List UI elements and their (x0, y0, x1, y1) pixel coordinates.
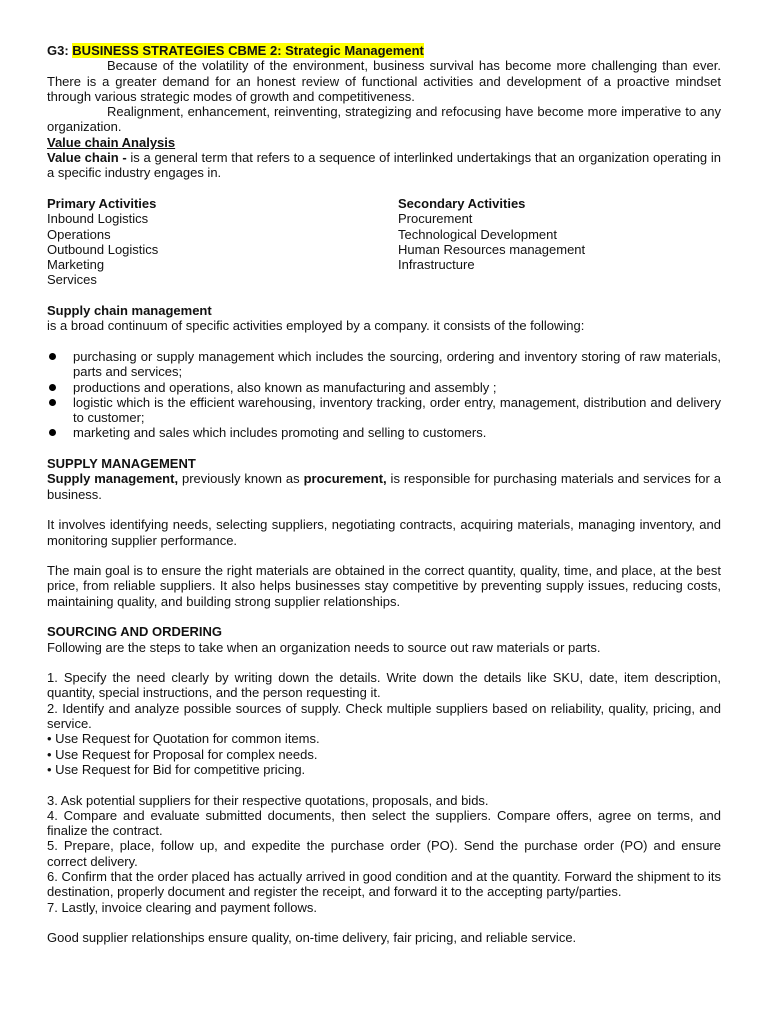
intro-paragraph-2: Realignment, enhancement, reinventing, strategizing and refocusing have become more imperative to any organization. (47, 104, 721, 135)
bullet-icon (49, 353, 56, 360)
sourcing-sub-item-rfp: • Use Request for Proposal for complex needs. (47, 746, 318, 762)
sourcing-sub-item-rfb: • Use Request for Bid for competitive pricing. (47, 761, 306, 777)
closing-paragraph: Good supplier relationships ensure quality, on-time delivery, fair pricing, and reliable service. (47, 930, 577, 946)
sourcing-step-5: 5. Prepare, place, follow up, and expedite the purchase order (PO). Send the purchase order (PO) and ensure correct delivery. (47, 838, 721, 869)
primary-activity-item: Services (47, 272, 97, 288)
primary-activities-title: Primary Activities (47, 195, 157, 211)
supply-chain-intro: is a broad continuum of specific activities employed by a company. it consists of the following: (47, 318, 585, 334)
secondary-activities-title: Secondary Activities (398, 195, 526, 211)
sourcing-heading: SOURCING AND ORDERING (47, 624, 223, 640)
primary-activity-item: Outbound Logistics (47, 241, 159, 257)
supply-management-paragraph-3: The main goal is to ensure the right materials are obtained in the correct quantity, quality, time, and place, at the best price, from reliable suppliers. It also helps businesses stay competitive by preventing supply issues, reducing costs, maintaining quality, and building strong supplier relationships. (47, 563, 721, 609)
primary-activity-item: Marketing (47, 257, 105, 273)
supply-chain-list (47, 349, 721, 441)
secondary-activity-item: Infrastructure (398, 257, 475, 273)
supply-management-paragraph-1: Supply management, previously known as procurement, is responsible for purchasing materials and services for a business. (47, 471, 722, 502)
bullet-icon (49, 429, 56, 436)
document-title (47, 43, 721, 58)
sourcing-step-3: 3. Ask potential suppliers for their respective quotations, proposals, and bids. (47, 792, 489, 808)
intro-paragraph-1: Because of the volatility of the environment, business survival has become more challenging than ever. There is a greater demand for an honest review of functional activities and development of a proactive mindset through various strategic modes of growth and competitiveness. (47, 58, 721, 104)
list-item: logistic which is the efficient warehousing, inventory tracking, order entry, management, distribution and delivery to customer; (47, 395, 721, 426)
value-chain-term: Value chain - (47, 150, 127, 166)
sourcing-step-2: 2. Identify and analyze possible sources of supply. Check multiple suppliers based on reliability, quality, pricing, and service. (47, 700, 721, 732)
sourcing-step-4: 4. Compare and evaluate submitted documents, then select the suppliers. Compare offers, agree on terms, and finalize the contract. (47, 807, 721, 839)
sourcing-step-6: 6. Confirm that the order placed has actually arrived in good condition and at the quantity. Forward the shipment to its destination, properly document and register the receipt, and forward it to the accepting party/parties. (47, 869, 721, 900)
sourcing-sub-item-rfq: • Use Request for Quotation for common items. (47, 731, 320, 747)
supply-management-heading: SUPPLY MANAGEMENT (47, 456, 196, 472)
secondary-activity-item: Technological Development (398, 226, 557, 242)
sourcing-step-1: 1. Specify the need clearly by writing down the details. Write down the details like SKU, date, item description, quantity, special instructions, and the person requesting it. (47, 670, 721, 701)
title-prefix: G3: (47, 43, 73, 58)
value-chain-definition-text: is a general term that refers to a sequence of interlinked undertakings that an organization operating in a specific industry engages in. (47, 150, 721, 181)
bullet-icon (49, 384, 56, 391)
list-item: marketing and sales which includes promoting and selling to customers. (47, 425, 721, 440)
document-page (47, 43, 721, 946)
primary-activity-item: Operations (47, 226, 111, 242)
secondary-activity-item: Human Resources management (398, 241, 586, 257)
secondary-activities (398, 196, 721, 288)
primary-activities (47, 196, 398, 288)
list-item: purchasing or supply management which includes the sourcing, ordering and inventory storing of raw materials, parts and services; (47, 349, 721, 380)
list-item: productions and operations, also known as manufacturing and assembly ; (47, 380, 721, 395)
supply-chain-heading: Supply chain management (47, 303, 212, 319)
title-highlight: BUSINESS STRATEGIES CBME 2: Strategic Management (72, 43, 424, 58)
bullet-icon (49, 399, 56, 406)
activities-columns (47, 196, 721, 288)
value-chain-definition (47, 150, 721, 181)
sourcing-step-7: 7. Lastly, invoice clearing and payment follows. (47, 899, 318, 915)
primary-activity-item: Inbound Logistics (47, 211, 149, 227)
secondary-activity-item: Procurement (398, 211, 473, 227)
value-chain-heading: Value chain Analysis (47, 134, 176, 150)
supply-management-paragraph-2: It involves identifying needs, selecting suppliers, negotiating contracts, acquiring materials, managing inventory, and monitoring supplier performance. (47, 517, 721, 548)
sourcing-intro: Following are the steps to take when an organization needs to source out raw materials or parts. (47, 639, 601, 655)
